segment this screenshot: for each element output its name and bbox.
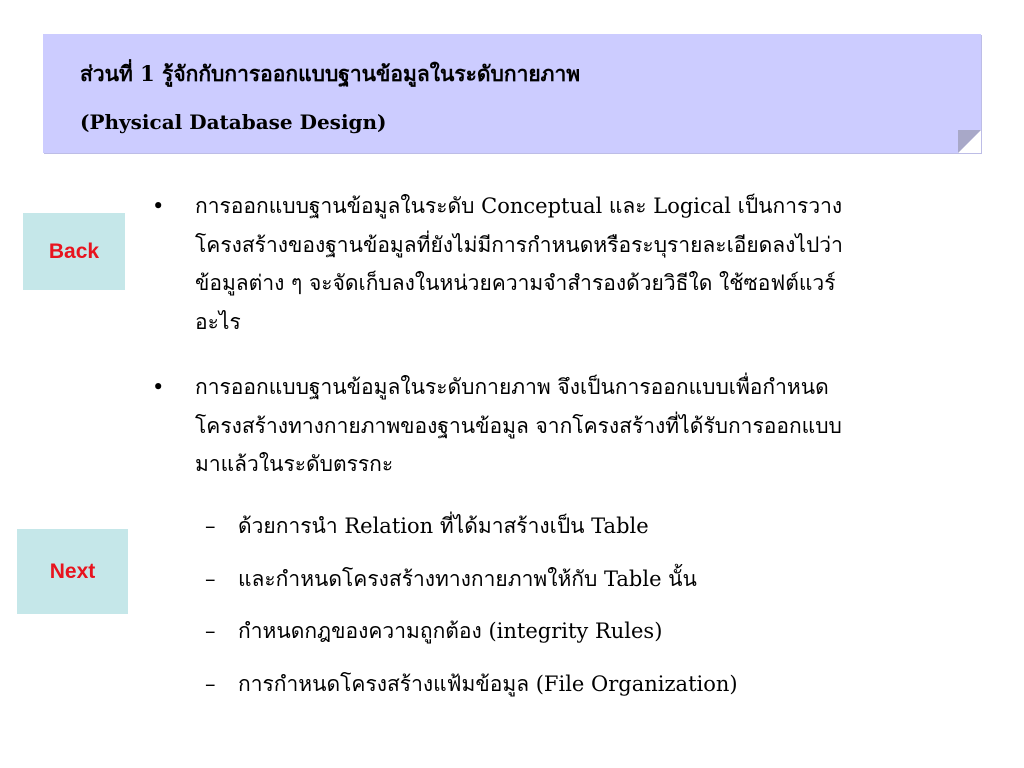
bullet-line: การออกแบบฐานข้อมูลในระดับ Conceptual และ Logical เป็นการวาง xyxy=(195,194,843,218)
bullet-line: อะไร xyxy=(195,309,241,334)
bullet-line: โครงสร้างทางกายภาพของฐานข้อมูล จากโครงสร้างที่ได้รับการออกแบบ xyxy=(195,413,842,438)
sub-item-relation-table: ด้วยการนำ Relation ที่ได้มาสร้างเป็น Table xyxy=(238,514,649,538)
bullet-line: ข้อมูลต่าง ๆ จะจัดเก็บลงในหน่วยความจำสำรองด้วยวิธีใด ใช้ซอฟต์แวร์ xyxy=(195,271,836,295)
title-banner xyxy=(43,34,981,153)
bullet-item-conceptual-logical xyxy=(195,187,985,341)
bullet-line: การออกแบบฐานข้อมูลในระดับกายภาพ จึงเป็นการออกแบบเพื่อกำหนด xyxy=(195,375,829,399)
sub-item-physical-structure: และกำหนดโครงสร้างทางกายภาพให้กับ Table นั้น xyxy=(238,567,697,591)
sub-item-marker: – xyxy=(205,619,216,643)
bullet-marker: • xyxy=(152,375,165,399)
sub-item-file-organization: การกำหนดโครงสร้างแฟ้มข้อมูล (File Organization) xyxy=(238,672,738,696)
bullet-item-physical xyxy=(195,368,985,484)
sub-item-marker: – xyxy=(205,672,216,696)
back-button[interactable]: Back xyxy=(23,213,125,290)
slide-subtitle: (Physical Database Design) xyxy=(80,110,387,134)
sub-item-integrity-rules: กำหนดกฎของความถูกต้อง (integrity Rules) xyxy=(238,619,663,643)
bullet-line: มาแล้วในระดับตรรกะ xyxy=(195,452,394,476)
sub-item-marker: – xyxy=(205,567,216,591)
slide-title: ส่วนที่ 1 รู้จักกับการออกแบบฐานข้อมูลในระดับกายภาพ xyxy=(80,61,581,86)
sub-item-marker: – xyxy=(205,514,216,538)
bullet-marker: • xyxy=(152,194,165,218)
next-button[interactable]: Next xyxy=(17,529,128,614)
bullet-line: โครงสร้างของฐานข้อมูลที่ยังไม่มีการกำหนดหรือระบุรายละเอียดลงไปว่า xyxy=(195,232,843,257)
